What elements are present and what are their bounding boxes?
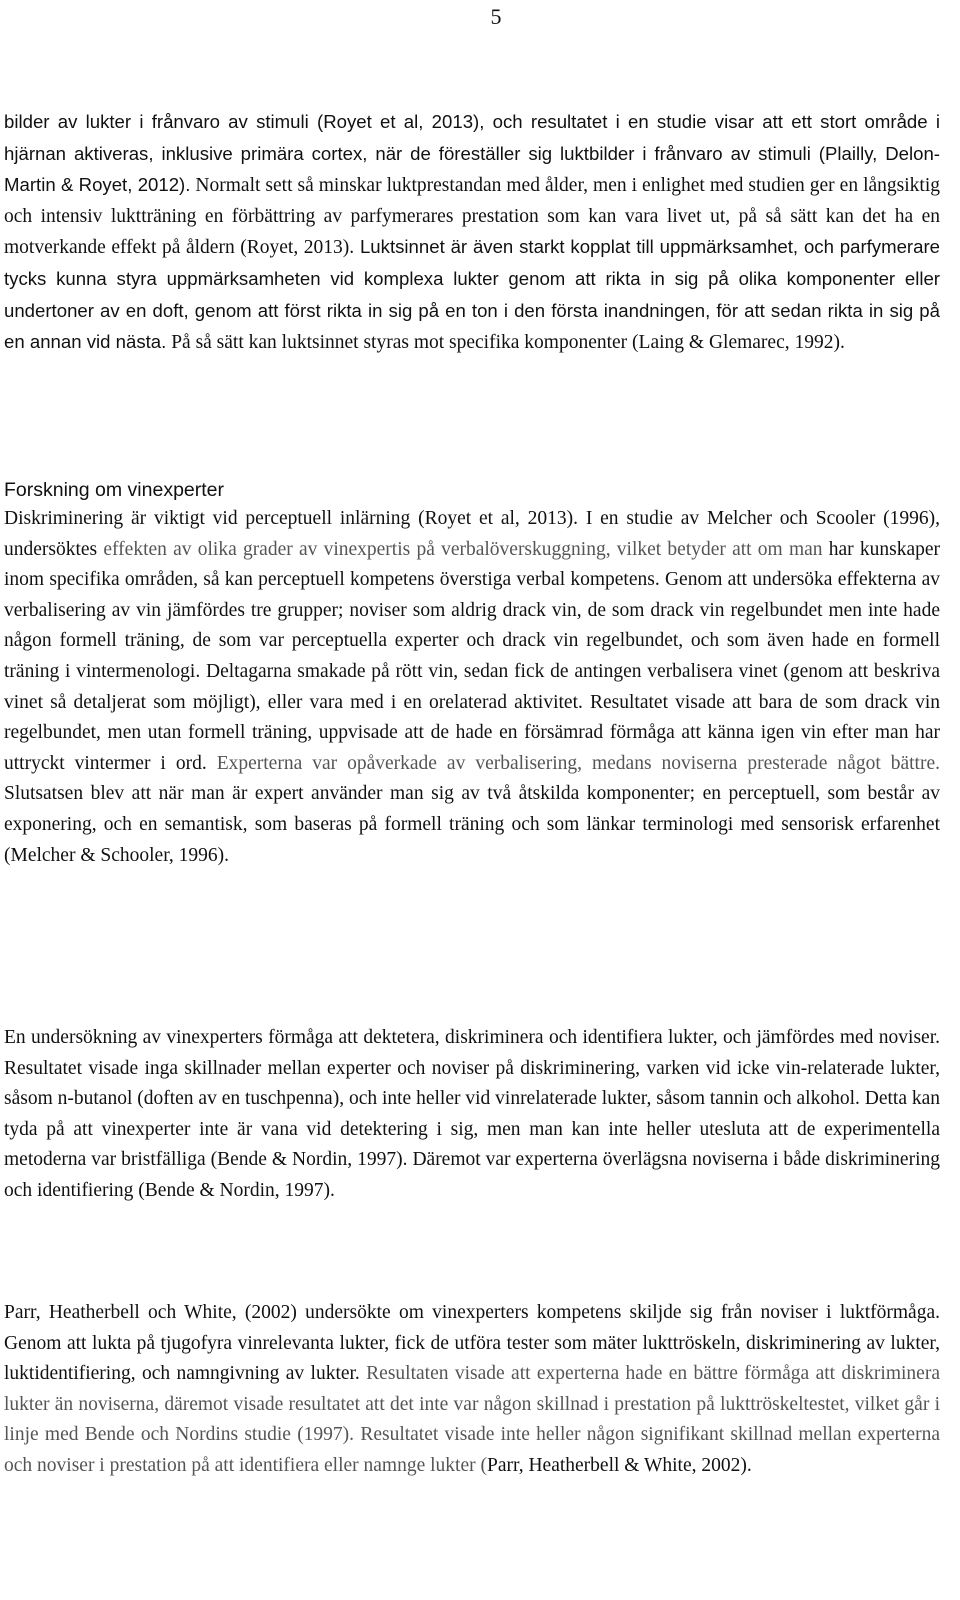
paragraph-1-sentence-4: På så sätt kan luktsinnet styras mot specifika komponenter (Laing & Glemarec, 1992). <box>166 332 845 354</box>
paragraph-3: En undersökning av vinexperters förmåga att dektetera, diskriminera och identifiera lukter, och jämfördes med noviser. Resultatet visade inga skillnader mellan experter och noviser på diskriminering, varken vid icke vin-relaterade lukter, såsom n-butanol (doften av en tuschpenna), och inte heller vid vinrelaterade lukter, såsom tannin och alkohol. Detta kan tyda på att vinexperter inte är vana vid detektering i sig, men man kan inte heller utesluta att de experimentella metoderna var bristfälliga (Bende & Nordin, 1997). Däremot var experterna överlägsna noviserna i både diskriminering och identifiering (Bende & Nordin, 1997). <box>4 1027 941 1201</box>
paragraph-4 <box>4 1298 940 1482</box>
paragraph-2-part-5: Slutsatsen blev att när man är expert använder man sig av två åtskilda komponenter; en perceptuell, som består av exponering, och en semantisk, som baseras på formell träning och som länkar terminologi med sensorisk erfarenhet (Melcher & Schooler, 1996). <box>4 783 940 866</box>
paragraph-1 <box>4 107 940 359</box>
paragraph-2-part-2: effekten av olika grader av vinexpertis på verbalöverskuggning, vilket betyder att om man <box>103 538 823 560</box>
page-number: 5 <box>490 4 502 29</box>
paragraph-2-part-1: Diskriminering är viktigt vid perceptuell inlärning (Royet et al, 2013). I en studie av Melcher och Scooler (1996), undersöktes <box>4 508 940 560</box>
paragraph-1-sentence-2: Normalt sett så minskar luktprestandan med ålder, men i enlighet med studien ger en långsiktig och intensiv luktträning en förbättring av parfymerares prestation som kan vara livet ut, på så sätt kan det ha en motverkande effekt på åldern (Royet, 2013). <box>4 175 940 259</box>
paragraph-2-part-4: Experterna var opåverkade av verbalisering, medans noviserna presterade något bättre. <box>216 752 940 774</box>
paragraph-1-sentence-3: Luktsinnet är även starkt kopplat till uppmärksamhet, och parfymerare tycks kunna styra uppmärksamheten vid komplexa lukter genom att rikta in sig på olika komponenter eller undertoner av en doft, genom att först rikta in sig på en ton i den första inandningen, för att sedan rikta in sig på en annan vid nästa. <box>4 236 940 353</box>
paragraph-4-part-1: Parr, Heatherbell och White, (2002) undersökte om vinexperters kompetens skiljde sig från noviser i luktförmåga. Genom att lukta på tjugofyra vinrelevanta lukter, fick de utföra tester som mäter lukttröskeln, diskriminering av lukter, luktidentifiering, och namngivning av lukter. <box>4 1302 940 1385</box>
paragraph-2-part-3: har kunskaper inom specifika områden, så kan perceptuell kompetens överstiga verbal kompetens. Genom att undersöka effekterna av verbalisering av vin jämfördes tre grupper; noviser som aldrig drack vin, de som drack vin regelbundet men inte hade någon formell träning, de som var perceptuella experter och drack vin regelbundet, och som även hade en formell träning i vintermenologi. Deltagarna smakade på rött vin, sedan fick de antingen verbalisera vinet (genom att beskriva vinet så detaljerat som möjligt), eller vara med i en orelaterad aktivitet. Resultatet visade att bara de som drack vin regelbundet, men utan formell träning, uppvisade att de hade en försämrad förmåga att känna igen vin efter man har uttryckt vintermer i ord. <box>4 538 941 774</box>
paragraph-4-part-3: Parr, Heatherbell & White, 2002). <box>487 1454 752 1476</box>
paragraph-2 <box>4 504 940 871</box>
section-heading: Forskning om vinexperter <box>4 479 225 501</box>
paragraph-1-sentence-1: bilder av lukter i frånvaro av stimuli (Royet et al, 2013), och resultatet i en studie visar att ett stort område i hjärnan aktiveras, inklusive primära cortex, när de föreställer sig luktbilder i frånvaro av stimuli (Plailly, Delon-Martin & Royet, 2012). <box>4 111 940 196</box>
paragraph-4-part-2: Resultaten visade att experterna hade en bättre förmåga att diskriminera lukter än noviserna, däremot visade resultatet att det inte var någon skillnad i prestation på lukttröskeltestet, vilket går i linje med Bende och Nordins studie (1997). Resultatet visade inte heller någon signifikant skillnad mellan experterna och noviser i prestation på att identifiera eller namnge lukter ( <box>4 1363 940 1476</box>
